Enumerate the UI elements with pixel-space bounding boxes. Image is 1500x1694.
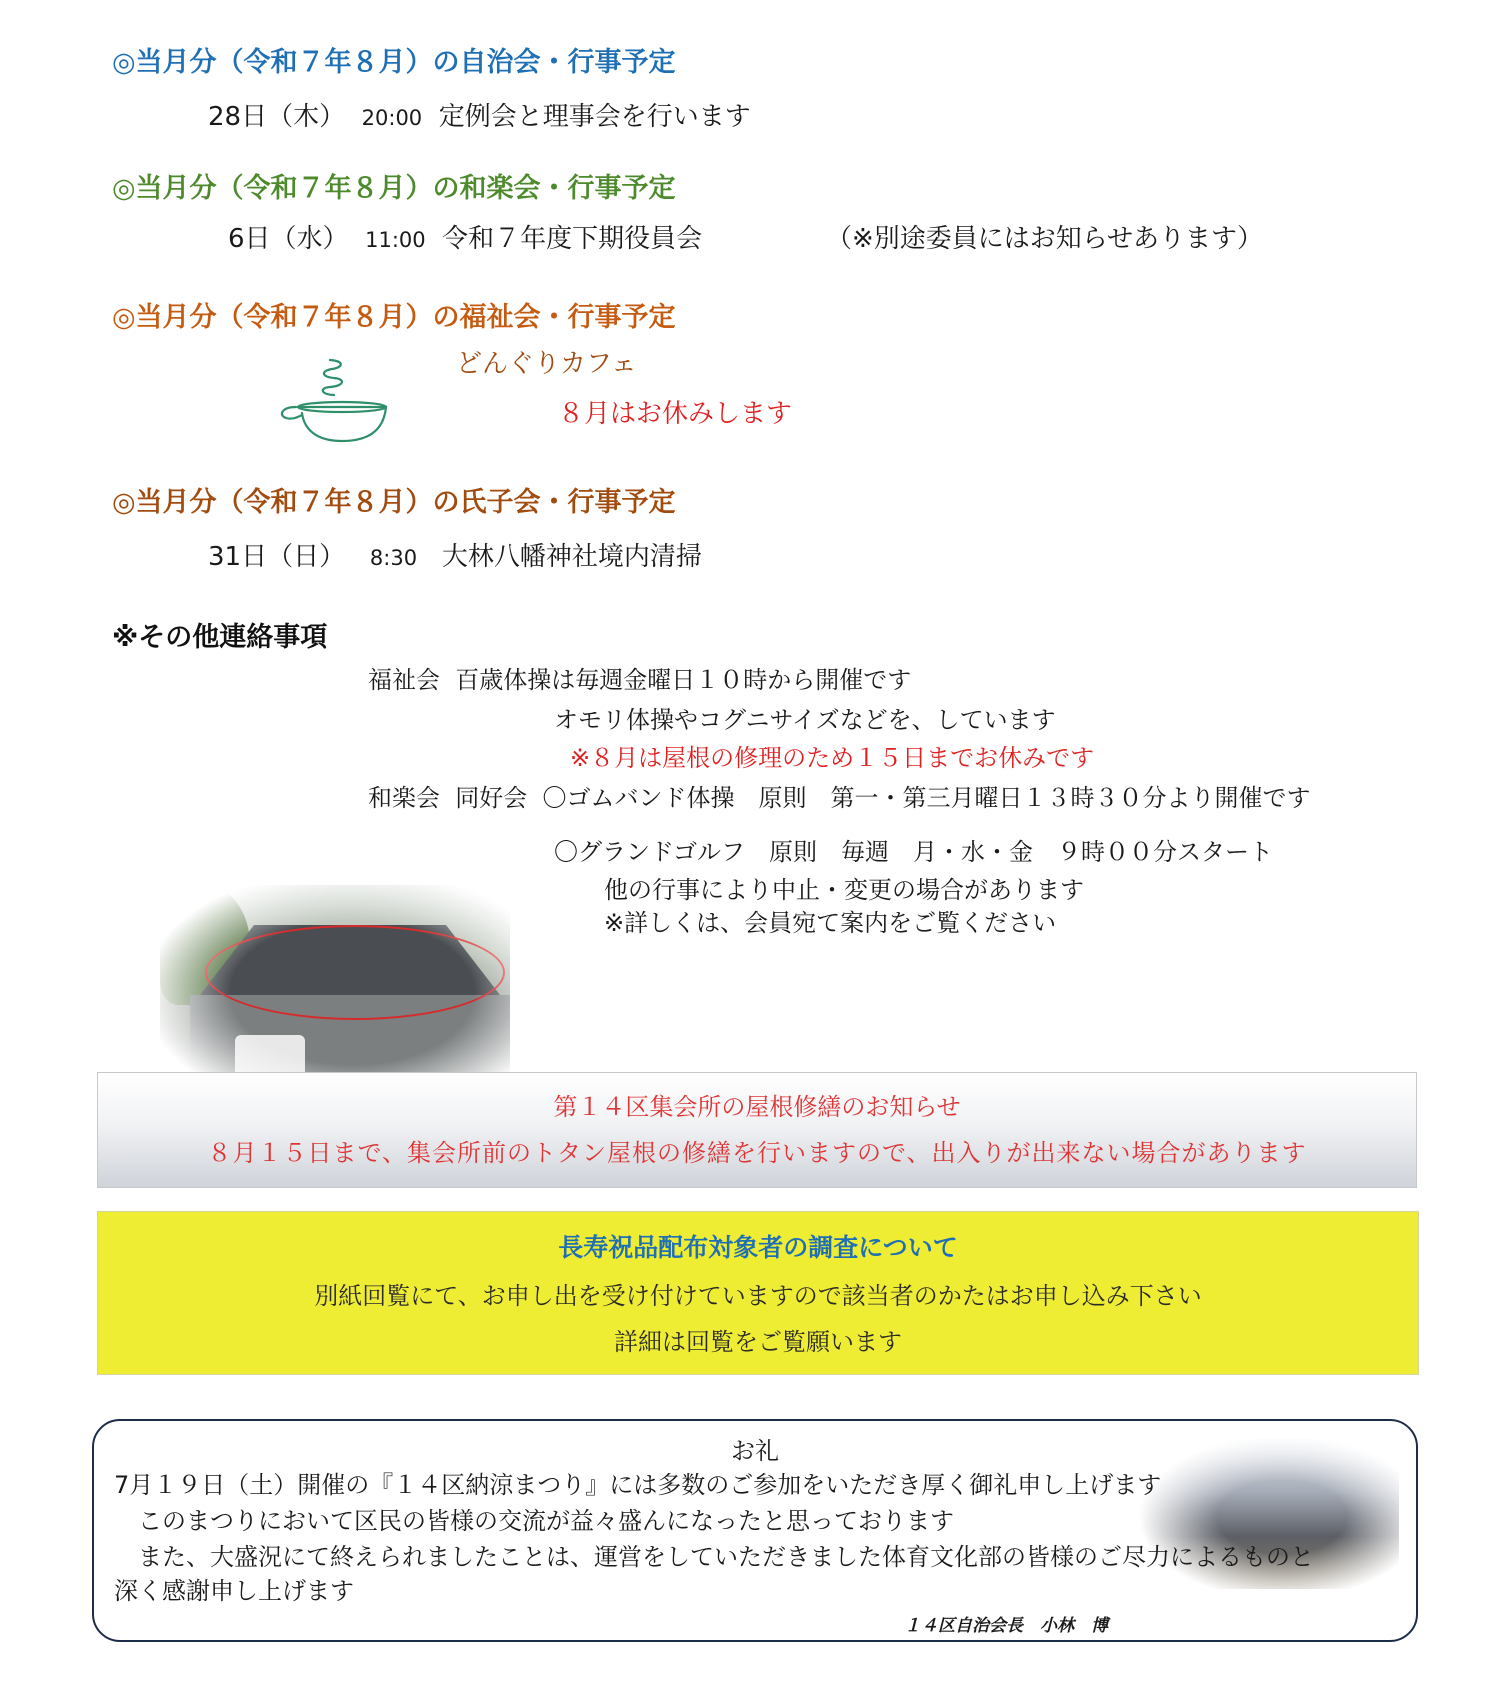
fukushi-text1: 百歳体操は毎週金曜日１０時から開催です — [455, 666, 912, 694]
meeting-hall-photo — [160, 885, 510, 1100]
coffee-cup-icon — [272, 355, 392, 445]
wakakai-note: （※別途委員にはお知らせあります） — [826, 224, 1264, 254]
schedule-time: 20:00 — [361, 106, 423, 130]
schedule-day: 6日 — [228, 224, 271, 254]
wakaku-club-line — [368, 778, 1311, 813]
golf-note1: 他の行事により中止・変更の場合があります — [604, 876, 1084, 904]
thanks-signature: １４区自治会長 小林 博 — [904, 1616, 1108, 1636]
longevity-survey-notice — [97, 1211, 1419, 1375]
schedule-time: 11:00 — [365, 228, 426, 252]
roof-highlight-circle — [205, 925, 505, 1020]
thanks-line3: また、大盛況にて終えられましたことは、運営をしていただきました体育文化部の皆様のご尽力によるものと — [138, 1543, 1314, 1571]
survey-line2: 詳細は回覧をご覧願います — [614, 1328, 902, 1356]
jichikai-heading: ◎当月分（令和７年８月）の自治会・行事予定 — [112, 47, 676, 78]
other-heading: ※その他連絡事項 — [112, 622, 328, 653]
ujikokai-schedule-row — [208, 536, 702, 573]
survey-line1: 別紙回覧にて、お申し出を受け付けていますので該当者のかたはお申し込み下さい — [314, 1282, 1202, 1310]
thanks-line4: 深く感謝申し上げます — [114, 1577, 354, 1605]
schedule-event: 定例会と理事会を行います — [438, 102, 751, 132]
thanks-box — [92, 1419, 1418, 1642]
wakaku-label: 和楽会 — [368, 784, 440, 812]
cafe-notice: ８月はお休みします — [558, 399, 793, 429]
fukushi-notice: ※８月は屋根の修理のため１５日までお休みです — [570, 744, 1095, 772]
schedule-day: 31日 — [208, 542, 268, 572]
thanks-line2: このまつりにおいて区民の皆様の交流が益々盛んになったと思っております — [138, 1507, 954, 1535]
thanks-line1: 7月１９日（土）開催の『１４区納涼まつり』には多数のご参加をいただき厚く御礼申し上げます — [114, 1471, 1162, 1499]
thanks-title: お礼 — [731, 1437, 779, 1465]
fukushi-line2: オモリ体操やコグニサイズなどを、しています — [554, 706, 1056, 734]
roof-notice-body: ８月１５日まで、集会所前のトタン屋根の修繕を行いますので、出入りが出来ない場合があります — [207, 1139, 1307, 1167]
schedule-day: 28日 — [208, 102, 268, 132]
schedule-weekday: （水） — [270, 224, 349, 254]
club-label: 同好会 — [455, 784, 528, 812]
fukushi-label: 福祉会 — [368, 666, 440, 694]
ujikokai-heading: ◎当月分（令和７年８月）の氏子会・行事予定 — [112, 487, 676, 518]
golf-text: 〇グランドゴルフ 原則 毎週 月・水・金 ９時００分スタート — [554, 838, 1274, 866]
fukushi-line1 — [368, 660, 911, 695]
schedule-weekday: （日） — [267, 542, 346, 572]
fukushikai-heading: ◎当月分（令和７年８月）の福祉会・行事予定 — [112, 302, 676, 333]
golf-note2: ※詳しくは、会員宛て案内をご覧ください — [604, 909, 1057, 937]
schedule-time: 8:30 — [369, 546, 418, 570]
survey-title: 長寿祝品配布対象者の調査について — [558, 1233, 958, 1262]
roof-repair-notice — [97, 1072, 1417, 1188]
jichikai-schedule-row — [208, 96, 751, 133]
schedule-event: 令和７年度下期役員会 — [442, 224, 703, 254]
wakakai-schedule-row — [228, 218, 702, 255]
schedule-event: 大林八幡神社境内清掃 — [441, 542, 702, 572]
wakakai-heading: ◎当月分（令和７年８月）の和楽会・行事予定 — [112, 173, 676, 204]
cafe-name: どんぐりカフェ — [456, 349, 637, 379]
schedule-weekday: （木） — [267, 102, 346, 132]
roof-notice-title: 第１４区集会所の屋根修繕のお知らせ — [553, 1093, 961, 1121]
gomu-text: 〇ゴムバンド体操 原則 第一・第三月曜日１３時３０分より開催です — [542, 784, 1311, 812]
